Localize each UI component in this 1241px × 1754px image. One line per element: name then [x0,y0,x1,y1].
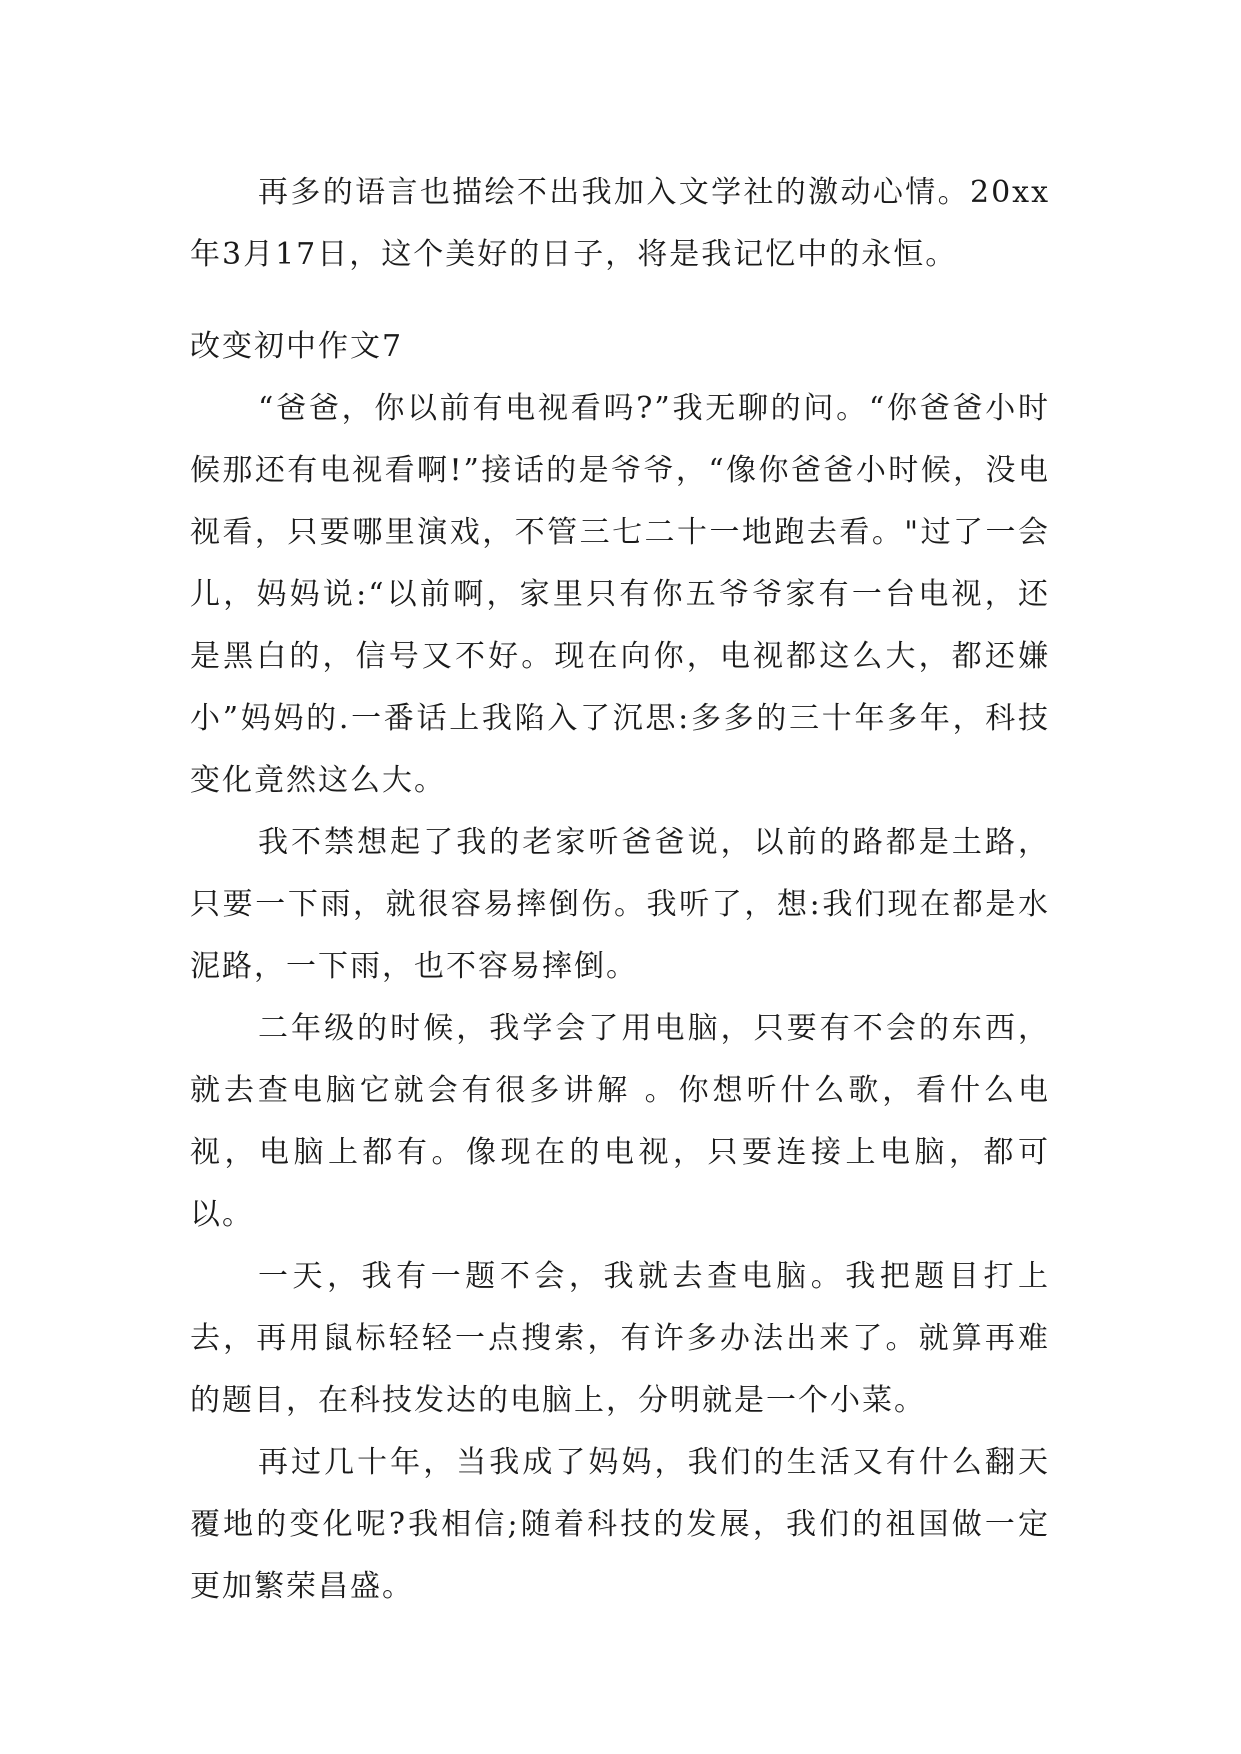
intro-paragraph: 再多的语言也描绘不出我加入文学社的激动心情。20xx年3月17日，这个美好的日子，将是我记忆中的永恒。 [190,175,1050,272]
paragraph-2: 我不禁想起了我的老家听爸爸说，以前的路都是土路，只要一下雨，就很容易摔倒伤。我听了，想:我们现在都是水泥路，一下雨，也不容易摔倒。 [190,825,1050,984]
section-gap [190,286,1050,316]
paragraph-3: 二年级的时候，我学会了用电脑，只要有不会的东西，就去查电脑它就会有很多讲解 。你想听什么歌，看什么电视，电脑上都有。像现在的电视，只要连接上电脑，都可以。 [190,1011,1050,1232]
paragraph-1: “爸爸，你以前有电视看吗?”我无聊的问。“你爸爸小时候那还有电视看啊!”接话的是爷爷，“像你爸爸小时候，没电视看，只要哪里演戏，不管三七二十一地跑去看。"过了一会儿，妈妈说:“以前啊，家里只有你五爷爷家有一台电视，还是黑白的，信号又不好。现在向你，电视都这么大，都还嫌小”妈妈的.一番话上我陷入了沉思:多多的三十年多年，科技变化竟然这么大。 [190,391,1050,798]
paragraph-5: 再过几十年，当我成了妈妈，我们的生活又有什么翻天覆地的变化呢?我相信;随着科技的发展，我们的祖国做一定更加繁荣昌盛。 [190,1445,1050,1604]
paragraph-4: 一天，我有一题不会，我就去查电脑。我把题目打上去，再用鼠标轻轻一点搜索，有许多办法出来了。就算再难的题目，在科技发达的电脑上，分明就是一个小菜。 [190,1259,1050,1418]
section-title: 改变初中作文7 [190,329,404,364]
document-body [190,162,1050,1618]
